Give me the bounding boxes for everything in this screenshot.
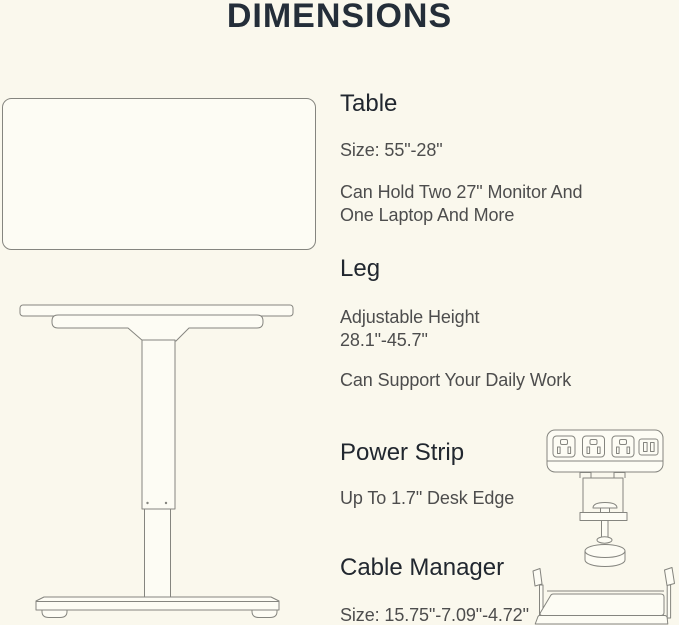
cable-manager-illustration <box>525 560 679 625</box>
power-strip-heading: Power Strip <box>340 439 465 466</box>
leg-height-text <box>340 306 479 352</box>
cable-manager-size-text: Size: 15.75"-7.09"-4.72" <box>340 605 529 625</box>
foot-pad-left <box>42 610 67 618</box>
leg-height-line1: Adjustable Height <box>340 307 480 327</box>
table-desc-text <box>340 181 582 227</box>
mounting-bracket <box>52 315 263 341</box>
cable-manager-heading: Cable Manager <box>340 554 505 581</box>
screw-dot <box>165 502 167 504</box>
clamp-knob <box>593 503 617 513</box>
table-heading: Table <box>340 90 398 117</box>
desk-top-view-illustration <box>1 97 317 251</box>
tabletop-outline <box>3 99 316 250</box>
right-hook <box>665 568 675 619</box>
table-desc-line1: Can Hold Two 27" Monitor And <box>340 182 583 202</box>
page-title: DIMENSIONS <box>226 0 453 35</box>
power-strip-illustration <box>540 425 679 570</box>
leg-column-lower <box>145 509 171 599</box>
table-desc-line2: One Laptop And More <box>340 205 515 225</box>
desk-top <box>20 305 293 316</box>
desk-side-view-illustration <box>0 300 320 625</box>
power-strip-desc-text: Up To 1.7" Desk Edge <box>340 488 515 508</box>
clamp-crossbar <box>580 513 627 521</box>
leg-desc-text: Can Support Your Daily Work <box>340 370 572 390</box>
leg-column-upper <box>142 340 175 509</box>
base-foot <box>36 597 279 610</box>
clamp-screw <box>597 521 612 544</box>
leg-heading: Leg <box>340 255 381 282</box>
screw-dot <box>146 502 148 504</box>
left-hook <box>533 569 543 617</box>
foot-pad-right <box>252 610 277 618</box>
cable-tray <box>535 591 668 624</box>
leg-height-line2: 28.1"-45.7" <box>340 330 428 350</box>
table-size-text: Size: 55"-28" <box>340 140 443 160</box>
